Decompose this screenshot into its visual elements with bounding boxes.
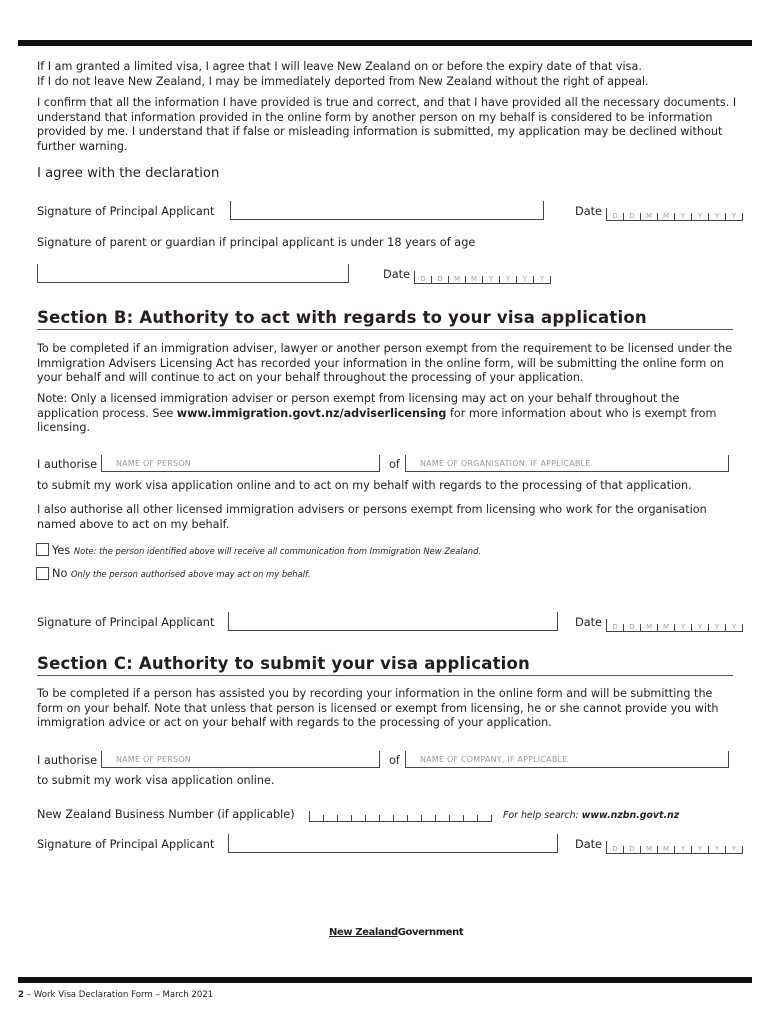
- top-rule: [18, 40, 752, 46]
- date-digit-slot: M: [658, 846, 675, 853]
- nzbn-digit-slot: [408, 815, 422, 821]
- date-digit-slot: Y: [709, 624, 726, 631]
- company-field[interactable]: [405, 751, 729, 768]
- date-digit-slot: Y: [692, 213, 709, 220]
- of-label: of: [389, 458, 400, 471]
- date-digit-slot: D: [607, 213, 624, 220]
- parent-signature-label: Signature of parent or guardian if principal applicant is under 18 years of age: [37, 236, 476, 249]
- date-digit-slot: Y: [675, 624, 692, 631]
- limited-visa-text: If I am granted a limited visa, I agree that I will leave New Zealand on or before the expiry date of that visa. If I do not leave New Zealand, I may be immediately deported from New Zealand without the right of appeal.: [37, 60, 649, 88]
- date-digit-slot: Y: [692, 846, 709, 853]
- company-placeholder: NAME OF COMPANY, IF APPLICABLE: [420, 755, 568, 764]
- section-c-signature-field[interactable]: [228, 834, 558, 853]
- nzbn-digit-slot: [380, 815, 394, 821]
- section-c-heading: Section C: Authority to submit your visa application: [37, 654, 531, 673]
- c-authorise-label: I authorise: [37, 754, 98, 767]
- section-b-note: Note: Only a licensed immigration adviser or person exempt from licensing may act on your behalf throughout the application process. See www.immigration.govt.nz/adviserlicensing for more information about who is exempt from licensing.: [37, 392, 717, 435]
- date-digit-slot: Y: [534, 276, 551, 283]
- section-b-intro: To be completed if an immigration adviser, lawyer or another person exempt from the requirement to be licensed under the Immigration Advisers Licensing Act has recorded your information in the online form, will be submitting the online form on your behalf and will continue to act on your behalf throughout the processing of your application.: [37, 342, 733, 385]
- date-digit-slot: D: [607, 624, 624, 631]
- page-number: 2: [18, 990, 24, 1000]
- nzbn-digit-slot: [310, 815, 324, 821]
- date-digit-slot: D: [624, 213, 641, 220]
- date-digit-slot: D: [432, 276, 449, 283]
- section-b-heading: Section B: Authority to act with regards to your visa application: [37, 308, 647, 327]
- section-c-intro: To be completed if a person has assisted you by recording your information in the online form and will be submitting the form on your behalf. Note that unless that person is licensed or exempt from licensing, he or she cannot provide you with immigration advice or act on your behalf with regards to the processing of your application.: [37, 687, 719, 730]
- nzbn-digit-slot: [422, 815, 436, 821]
- nzbn-digit-slot: [464, 815, 478, 821]
- date-digit-slot: Y: [726, 624, 743, 631]
- footer-text: 2 – Work Visa Declaration Form – March 2021: [18, 990, 214, 1000]
- section-b-date-field[interactable]: [606, 619, 743, 632]
- nzbn-digit-slot: [450, 815, 464, 821]
- nzbn-help: For help search: www.nzbn.govt.nz: [503, 810, 680, 821]
- date-digit-slot: M: [641, 213, 658, 220]
- principal-signature-label: Signature of Principal Applicant: [37, 205, 215, 218]
- nzbn-digit-slot: [338, 815, 352, 821]
- nzbn-digit-slot: [324, 815, 338, 821]
- date-digit-slot: Y: [726, 846, 743, 853]
- organisation-placeholder: NAME OF ORGANISATION, IF APPLICABLE: [420, 459, 591, 468]
- parent-signature-field[interactable]: [37, 264, 349, 283]
- c-person-placeholder: NAME OF PERSON: [116, 755, 191, 764]
- no-checkbox[interactable]: [36, 567, 49, 580]
- adviser-licensing-link[interactable]: www.immigration.govt.nz/adviserlicensing: [176, 406, 447, 420]
- also-authorise-text: I also authorise all other licensed immigration advisers or persons exempt from licensing who work for the organisation named above to act on my behalf.: [37, 503, 707, 531]
- date-digit-slot: Y: [692, 624, 709, 631]
- c-submit-text: to submit my work visa application online.: [37, 774, 275, 787]
- c-person-name-field[interactable]: [101, 751, 380, 768]
- date-digit-slot: D: [624, 624, 641, 631]
- section-c-rule: [37, 675, 733, 676]
- section-b-rule: [37, 329, 733, 330]
- yes-option: Yes Note: the person identified above will receive all communication from Immigration New Zealand.: [52, 544, 482, 557]
- date-digit-slot: Y: [517, 276, 534, 283]
- date-digit-slot: D: [624, 846, 641, 853]
- date-digit-slot: Y: [709, 846, 726, 853]
- date-digit-slot: M: [641, 624, 658, 631]
- section-c-signature-label: Signature of Principal Applicant: [37, 838, 215, 851]
- nz-government-logo: New ZealandGovernment: [329, 927, 464, 938]
- date-digit-slot: Y: [675, 846, 692, 853]
- date-digit-slot: M: [641, 846, 658, 853]
- organisation-field[interactable]: [405, 455, 729, 472]
- parent-date-label: Date: [383, 268, 411, 281]
- nzbn-digit-slot: [394, 815, 408, 821]
- parent-date-field[interactable]: [414, 271, 551, 284]
- nzbn-label: New Zealand Business Number (if applicable): [37, 808, 295, 821]
- bottom-rule: [18, 977, 752, 983]
- date-digit-slot: M: [658, 624, 675, 631]
- date-digit-slot: D: [607, 846, 624, 853]
- date-digit-slot: D: [415, 276, 432, 283]
- confirm-text: I confirm that all the information I have provided is true and correct, and that I have provided all the necessary documents. I understand that information provided in the online form by another person on my behalf is considered to be information provided by me. I understand that if false or misleading information is submitted, my application may be declined without further warning.: [37, 96, 737, 154]
- date-digit-slot: M: [449, 276, 466, 283]
- nzbn-link[interactable]: www.nzbn.govt.nz: [581, 810, 680, 821]
- submit-authority-text: to submit my work visa application online and to act on my behalf with regards to the processing of that application.: [37, 479, 692, 492]
- nzbn-digit-slot: [436, 815, 450, 821]
- section-c-date-label: Date: [575, 838, 603, 851]
- person-name-field[interactable]: [101, 455, 380, 472]
- date-digit-slot: Y: [675, 213, 692, 220]
- nzbn-digit-slot: [478, 815, 492, 821]
- nzbn-digit-slot: [366, 815, 380, 821]
- nzbn-digit-slot: [352, 815, 366, 821]
- date-digit-slot: M: [466, 276, 483, 283]
- date-digit-slot: Y: [726, 213, 743, 220]
- section-b-signature-field[interactable]: [228, 612, 558, 631]
- no-option: No Only the person authorised above may act on my behalf.: [52, 567, 311, 580]
- person-placeholder: NAME OF PERSON: [116, 459, 191, 468]
- date-digit-slot: Y: [709, 213, 726, 220]
- date-label: Date: [575, 205, 603, 218]
- section-b-signature-label: Signature of Principal Applicant: [37, 616, 215, 629]
- date-digit-slot: M: [658, 213, 675, 220]
- principal-signature-field[interactable]: [230, 201, 544, 220]
- date-digit-slot: Y: [500, 276, 517, 283]
- section-c-date-field[interactable]: [606, 841, 743, 854]
- yes-checkbox[interactable]: [36, 543, 49, 556]
- nzbn-field[interactable]: [309, 811, 492, 822]
- principal-date-field[interactable]: [606, 208, 743, 221]
- section-b-date-label: Date: [575, 616, 603, 629]
- date-digit-slot: Y: [483, 276, 500, 283]
- agree-heading: I agree with the declaration: [37, 166, 220, 181]
- c-of-label: of: [389, 754, 400, 767]
- authorise-label: I authorise: [37, 458, 98, 471]
